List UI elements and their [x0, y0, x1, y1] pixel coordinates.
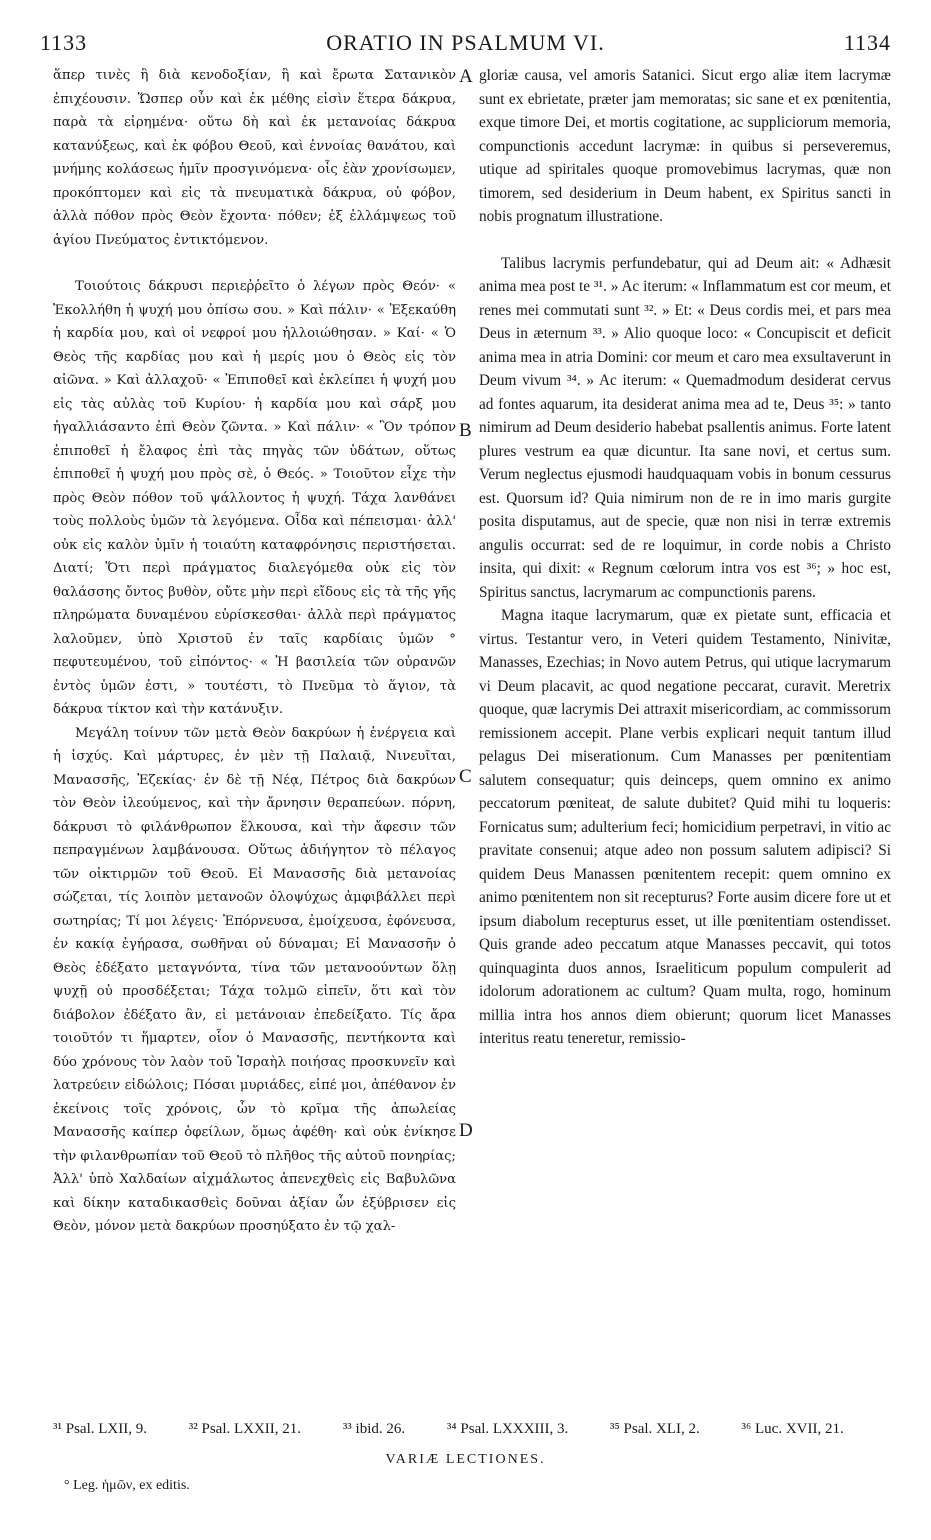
running-title: ORATIO IN PSALMUM VI. [326, 30, 605, 55]
page-header [40, 30, 891, 58]
footnote-31: ³¹ Psal. LXII, 9. [53, 1421, 147, 1437]
greek-paragraph-2: Τοιούτοις δάκρυσι περιεῤῥεῖτο ὁ λέγων πρὸς Θεόν· « Ἐκολλήθη ἡ ψυχή μου ὀπίσω σου. » Καὶ πάλιν· « Ἐξεκαύθη ἡ καρδία μου, καὶ οἱ νεφροί μου ἠλλοιώθησαν. » Καί· « Ὁ Θεὸς τῆς καρδίας μου καὶ ἡ μερίς μου ὁ Θεὸς εἰς τὸν αἰῶνα. » Καὶ ἀλλαχοῦ· « Ἐπιποθεῖ καὶ ἐκλείπει ἡ ψυχή μου εἰς τὰς αὐλὰς τοῦ Κυρίου· ἡ καρδία μου καὶ σάρξ μου ἠγαλλιάσαντο ἐπὶ Θεὸν ζῶντα. » Καὶ πάλιν· « Ὃν τρόπον ἐπιποθεῖ ἡ ἔλαφος ἐπὶ τὰς πηγὰς τῶν ὑδάτων, οὕτως ἐπιποθεῖ ἡ ψυχή μου πρὸς σὲ, ὁ Θεός. » Τοιοῦτον εἶχε τὴν πρὸς Θεὸν πόθον τοῦ ψάλλοντος ἡ ψυχή. Τάχα λανθάνει τοὺς πολλοὺς ὑμῶν τὰ λεγόμενα. Οἶδα καὶ πέπεισμαι· ἀλλ' οὐκ εἰς καλὸν ὑμῖν ἡ τοιαύτη καταφρόνησις περιστήσεται. Διατί; Ὅτι περὶ πράγματος διαλεγόμεθα οὐκ εἰς τὸν θαλάσσης ὄντος βυθὸν, οὔτε μὴν περὶ εἴδους εἰς τὰ τῆς γῆς πληρώματα δυναμένου εὑρίσκεσθαι· ἀλλὰ περὶ πράγματος λαλοῦμεν, ὑπὸ Χριστοῦ ἐν ταῖς καρδίαις ὑμῶν ° πεφυτευμένου, τοῦ εἰπόντος· « Ἡ βασιλεία τῶν οὐρανῶν ἐντὸς ὑμῶν ἐστι, » τουτέστι, τὸ Πνεῦμα τὸ ἅγιον, τὰ δάκρυα τίκτον καὶ τὴν κατάνυξιν. [53, 279, 456, 717]
latin-column [479, 64, 891, 1051]
footnote-32: ³² Psal. LXXII, 21. [188, 1421, 302, 1437]
greek-paragraph-1: ἅπερ τινὲς ἢ διὰ κενοδοξίαν, ἢ καὶ ἔρωτα Σατανικὸν ἐπιχέουσιν. Ὥσπερ οὖν καὶ ἐκ μέθης εἰσὶν ἕτερα δάκρυα, παρὰ τὰ εἰρημένα· οὕτω δὴ καὶ ἐκ μετανοίας δάκρυα κατανύξεως, καὶ ἐκ φόβου Θεοῦ, καὶ ἐννοίας θανάτου, καὶ μνήμης κολάσεως ἡμῖν προσγινόμενα· οἷς ἐὰν χρονίσωμεν, προκόπτομεν καὶ εἰς τὰ πνευματικὰ δάκρυα, οὐ φόβον, ἀλλὰ πόθον πρὸς Θεὸν ἔχοντα· πόθεν; ἐξ ἐλλάμψεως τοῦ ἁγίου Πνεύματος ἐντικτόμενον. [53, 68, 456, 248]
page-number-left: 1133 [40, 30, 88, 55]
footnote-35: ³⁵ Psal. XLI, 2. [610, 1421, 700, 1437]
footnote-33: ³³ ibid. 26. [342, 1421, 406, 1437]
greek-paragraph-3: Μεγάλη τοίνυν τῶν μετὰ Θεὸν δακρύων ἡ ἐνέργεια καὶ ἡ ἰσχύς. Καὶ μάρτυρες, ἐν μὲν τῇ Παλαιᾷ, Νινευῖται, Μανασσῆς, Ἐζεκίας· ἐν δὲ τῇ Νέᾳ, Πέτρος διὰ δακρύων τὸν Θεὸν ἱλεούμενος, καὶ τὴν ἄρνησιν θεραπεύων. πόρνη, δάκρυσι τὸ φιλάνθρωπον ἕλκουσα, καὶ τὴν ἄφεσιν τῶν πεπραγμένων λαμβάνουσα. Οὕτως ἀδιήγητον τὸ πέλαγος τῶν οἰκτιρμῶν τοῦ Θεοῦ. Εἰ Μανασσῆς διὰ μετανοίας σώζεται, τίς λοιπὸν μετανοῶν ὁλοψύχως ἀμφιβάλλει περὶ σωτηρίας; Τί μοι λέγεις· Ἐπόρνευσα, ἐμοίχευσα, ἐφόνευσα, ἐν κακίᾳ ἐγήρασα, σωθῆναι οὐ δύναμαι; Εἰ Μανασσῆν ὁ Θεὸς ἐδέξατο μεταγνόντα, τίνα τῶν μετανοούντων ὅλῃ ψυχῇ οὐ προσδέξεται; Τάχα τολμῶ εἰπεῖν, ὅτι καὶ τὸν διάβολον ἐδέξατο ἂν, εἰ μετάνοιαν ἐπεδείξατο. Τίς ἄρα τοιοῦτόν τι ἥμαρτεν, οἷον ὁ Μανασσῆς, πεντήκοντα καὶ δύο χρόνους τὸν λαὸν τοῦ Ἰσραὴλ ποιήσας προσκυνεῖν καὶ λατρεύειν εἰδώλοις; Πόσαι μυριάδες, εἰπέ μοι, ἀπέθανον ἐν ἐκείνοις τοῖς χρόνοις, ὧν τὸ κρῖμα τῆς ἀπωλείας Μανασσῆς καίπερ ὀφείλων, ὅμως ἀφέθη· καὶ οὐκ ἐνίκησε τὴν φιλανθρωπίαν τοῦ Θεοῦ τὸ πλῆθος τῆς αὐτοῦ πονηρίας; Ἀλλ' ὑπὸ Χαλδαίων αἰχμάλωτος ἀπενεχθεὶς εἰς Βαβυλῶνα καὶ δίκην καταδικασθεὶς δοῦναι ἀξίαν ὧν ἐξύβρισεν εἰς Θεὸν, μόνον μετὰ δακρύων προσηύξατο ἐν τῷ χαλ- [53, 725, 456, 1234]
latin-paragraph-3: Magna itaque lacrymarum, quæ ex pietate sunt, efficacia et virtus. Testantur vero, in Veteri quidem Testamento, Ninivitæ, Manasses, Ezechias; in Novo autem Petrus, qui utique lacrymarum vi Deum placavit, ac quod negatione peccarat, curavit. Meretrix quoque, quæ lacrymis Dei attraxit misericordiam, ac commissorum remissionem accepit. Plane verbis explicari nequit tantum illud pelagus Dei miserationum. Cum Manasses per pœnitentiam salutem consequatur; quis deinceps, quem omnino ex animo peccatorum pœniteat, de salute dubitet? Quid mihi tu loqueris: Fornicatus sum; adulterium feci; homicidium perpetravi, in vitio ac pravitate consenui; atque adeo non possum salutem adipisci? Si quidem Deus Manassen pœnitentem recepit: quem omnino ex animo pœnitentem non sit recepturus? Forte ausim dicere fore ut et ipsum diabolum recepturus esset, ut ille pœnitentiam ostendisset. Quis grande adeo peccatum atque Manasses peccavit, qui totos quinquaginta duos annos, Israeliticum populum compulerit ad idolorum adorationem ac cultum? Quam multa, rogo, hominum millia intra hos annos diem obierunt; quorum licet Manasses interitus reatu teneretur, remissio- [479, 607, 891, 1047]
variae-lectiones-heading: VARIÆ LECTIONES. [385, 1452, 546, 1467]
footnote-36: ³⁶ Luc. XVII, 21. [741, 1421, 844, 1437]
section-marker-a: A [459, 66, 473, 87]
footnote-34: ³⁴ Psal. LXXXIII, 3. [446, 1421, 569, 1437]
page-number-right: 1134 [843, 30, 891, 55]
section-marker-c: C [459, 766, 472, 787]
section-marker-d: D [459, 1120, 473, 1141]
latin-paragraph-2: Talibus lacrymis perfundebatur, qui ad Deum ait: « Adhæsit anima mea post te ³¹. » Ac iterum: « Inflammatum est cor meum, et renes mei commutati sunt ³². » Et: « Deus cordis mei, et pars mea Deus in æternum ³³. » Alio quoque loco: « Concupiscit et deficit anima mea in atria Domini: cor meum et caro mea exsultaverunt in Deum vivum ³⁴. » Ac iterum: « Quemadmodum desiderat cervus ad fontes aquarum, ita desiderat anima mea ad te, Deus ³⁵: » tanto nimirum ad Deum desiderio habebat psallentis animus. Forte latent plures vestrum ea quæ dicuntur. Ita sane novi, et certus sum. Verum neglectus ejusmodi haudquaquam vobis in bonum cessurus est. Quorsum id? Quia nimirum non de re in imo maris gurgite posita disputamus, aut de specie, quæ non nisi in terræ extremis angulis occurrat: sed de re loquimur, in corde nobis a Christo insita, qui dixit: « Regnum cœlorum intra vos est ³⁶; » hoc est, Spiritus sanctus, lacrymarum ac compunctionis parens. [479, 254, 891, 601]
greek-column [53, 64, 456, 1239]
latin-paragraph-1: gloriæ causa, vel amoris Satanici. Sicut ergo aliæ item lacrymæ sunt ex ebrietate, præter jam memoratas; sic sane et ex pœnitentia, exque timore Dei, et mortis cogitatione, ac suppliciorum memoria, compunctionis accedunt lacrymæ: in quibus si perseveremus, utique ad spiritales quoque promovebimus lacrymas, quæ non timorem, sed desiderium in Deum habent, ex Spiritus sancti in nobis prognatum illustratione. [479, 67, 891, 225]
section-marker-b: B [459, 420, 472, 441]
variant-reading-note: ° Leg. ἡμῶν, ex editis. [64, 1478, 190, 1493]
footnotes [53, 1418, 891, 1440]
